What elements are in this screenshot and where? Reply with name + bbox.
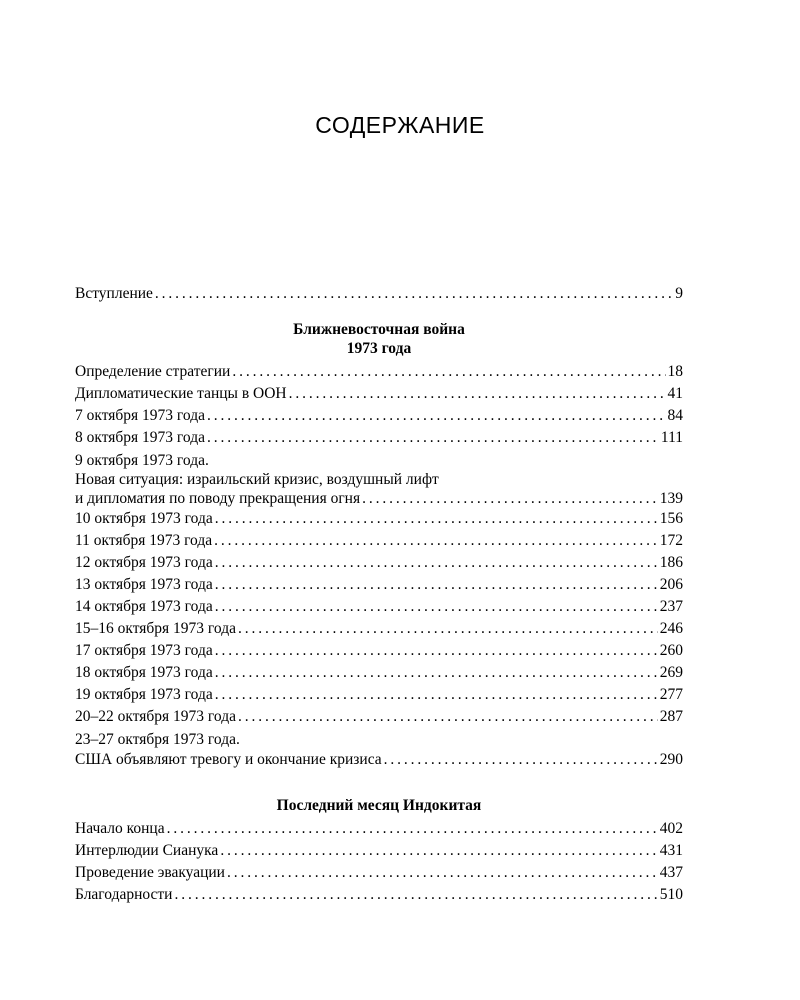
toc-entry-main <box>75 662 683 684</box>
dot-leader <box>215 574 658 596</box>
toc-entry[interactable] <box>75 508 683 530</box>
toc-entry-main <box>75 283 683 305</box>
toc-entry[interactable] <box>75 884 683 906</box>
dot-leader <box>215 640 658 662</box>
section-heading <box>75 320 683 358</box>
toc-entry[interactable] <box>75 530 683 552</box>
toc-entry-main <box>75 574 683 596</box>
toc-entry-title: Вступление <box>75 285 153 302</box>
toc-entry-main <box>75 640 683 662</box>
toc-entry-page: 156 <box>659 510 683 527</box>
toc-entry-title: 15–16 октября 1973 года <box>75 620 236 637</box>
toc-entry[interactable] <box>75 818 683 840</box>
toc-entry-title: Начало конца <box>75 819 165 837</box>
toc-entry-page: 246 <box>659 620 683 637</box>
dot-leader <box>215 552 658 574</box>
toc-entry-page: 237 <box>659 598 683 615</box>
page-title: СОДЕРЖАНИЕ <box>315 112 485 138</box>
toc-entry-page: 41 <box>667 385 683 402</box>
toc-entry-page: 290 <box>659 750 683 768</box>
toc-entry[interactable] <box>75 706 683 728</box>
dot-leader <box>215 596 658 618</box>
dot-leader <box>232 361 665 383</box>
dot-leader <box>215 662 658 684</box>
toc-entry-main <box>75 489 683 508</box>
toc-entry-title: 20–22 октября 1973 года <box>75 708 236 725</box>
toc-entry-main <box>75 618 683 640</box>
toc-entry-title: и дипломатия по поводу прекращения огня <box>75 490 361 507</box>
toc-entry-main <box>75 508 683 530</box>
toc-entry[interactable] <box>75 862 683 884</box>
toc-entry-title: 14 октября 1973 года <box>75 598 213 615</box>
toc-entry-title: Благодарности <box>75 885 173 903</box>
toc-entry-main <box>75 684 683 706</box>
toc-entry-main <box>75 840 683 862</box>
toc-entry-main <box>75 750 683 769</box>
toc-entry-page: 277 <box>659 686 683 703</box>
toc-entry[interactable] <box>75 684 683 706</box>
toc-entry[interactable] <box>75 840 683 862</box>
dot-leader <box>238 618 658 640</box>
toc-entry-main <box>75 884 683 906</box>
dot-leader <box>220 840 657 862</box>
toc-entry[interactable] <box>75 283 683 305</box>
toc-entry[interactable] <box>75 640 683 662</box>
toc-entry-title: 18 октября 1973 года <box>75 664 213 681</box>
dot-leader <box>215 508 658 530</box>
toc-entry-page: 287 <box>659 708 683 725</box>
toc-entry-title: Определение стратегии <box>75 363 231 380</box>
dot-leader <box>155 283 673 305</box>
toc-entry-main <box>75 706 683 728</box>
toc-entry-page: 111 <box>660 429 683 446</box>
toc-entry[interactable] <box>75 618 683 640</box>
dot-leader <box>167 818 658 840</box>
toc-entry[interactable] <box>75 552 683 574</box>
dot-leader <box>207 427 659 449</box>
toc-entry-main <box>75 405 683 427</box>
toc-entry-page: 269 <box>659 664 683 681</box>
toc-entry-page: 206 <box>659 576 683 593</box>
toc-entry[interactable] <box>75 662 683 684</box>
toc-entry-title: 17 октября 1973 года <box>75 642 213 659</box>
toc-entry-page: 9 <box>675 285 683 302</box>
toc-entry[interactable] <box>75 427 683 449</box>
toc-entry-title: 7 октября 1973 года <box>75 407 205 424</box>
toc-entry-line: Новая ситуация: израильский кризис, воздушный лифт <box>75 470 439 488</box>
toc-entry-page: 402 <box>659 819 683 837</box>
toc-entry-page: 84 <box>667 407 683 424</box>
toc-entry-page: 260 <box>659 642 683 659</box>
toc-entry-page: 437 <box>659 863 683 881</box>
dot-leader <box>289 383 666 405</box>
dot-leader <box>362 489 658 508</box>
dot-leader <box>214 530 658 552</box>
toc-entry-main <box>75 552 683 574</box>
toc-entry-title: 10 октября 1973 года <box>75 510 213 527</box>
toc-entry[interactable] <box>75 361 683 383</box>
dot-leader <box>207 405 666 427</box>
toc-entry-main <box>75 596 683 618</box>
toc-entry[interactable] <box>75 574 683 596</box>
table-of-contents <box>75 283 683 906</box>
toc-entry-title: 19 октября 1973 года <box>75 686 213 703</box>
toc-entry-main <box>75 361 683 383</box>
toc-entry-title: Проведение эвакуации <box>75 863 225 881</box>
toc-entry-main <box>75 427 683 449</box>
toc-entry-page: 18 <box>667 363 683 380</box>
toc-entry-page: 172 <box>659 532 683 549</box>
toc-entry[interactable] <box>75 405 683 427</box>
dot-leader <box>227 862 658 884</box>
toc-entry-line: 9 октября 1973 года. <box>75 452 209 469</box>
section-heading-line: Последний месяц Индокитая <box>276 796 482 814</box>
toc-entry-title: Дипломатические танцы в ООН <box>75 385 287 402</box>
toc-entry-title: 12 октября 1973 года <box>75 554 213 571</box>
dot-leader <box>215 684 658 706</box>
toc-entry-page: 510 <box>659 885 683 903</box>
toc-entry-title: США объявляют тревогу и окончание кризиса <box>75 750 382 768</box>
toc-entry-title: 11 октября 1973 года <box>75 532 213 549</box>
section-heading-line: 1973 года <box>346 340 412 357</box>
toc-entry[interactable] <box>75 452 683 508</box>
section-heading-line: Ближневосточная война <box>293 321 465 338</box>
toc-entry[interactable] <box>75 731 683 769</box>
dot-leader <box>384 750 658 769</box>
section-heading <box>75 796 683 815</box>
toc-entry-title: Интерлюдии Сианука <box>75 841 219 859</box>
dot-leader <box>238 706 658 728</box>
toc-entry-title: 13 октября 1973 года <box>75 576 213 593</box>
dot-leader <box>174 884 657 906</box>
toc-entry[interactable] <box>75 596 683 618</box>
toc-entry-page: 431 <box>659 841 683 859</box>
toc-entry-line: 23–27 октября 1973 года. <box>75 731 240 748</box>
toc-entry-page: 139 <box>659 490 683 507</box>
toc-entry-main <box>75 530 683 552</box>
toc-entry-main <box>75 818 683 840</box>
toc-entry-main <box>75 383 683 405</box>
toc-entry-page: 186 <box>659 554 683 571</box>
toc-entry[interactable] <box>75 383 683 405</box>
toc-entry-title: 8 октября 1973 года <box>75 429 205 446</box>
toc-entry-main <box>75 862 683 884</box>
